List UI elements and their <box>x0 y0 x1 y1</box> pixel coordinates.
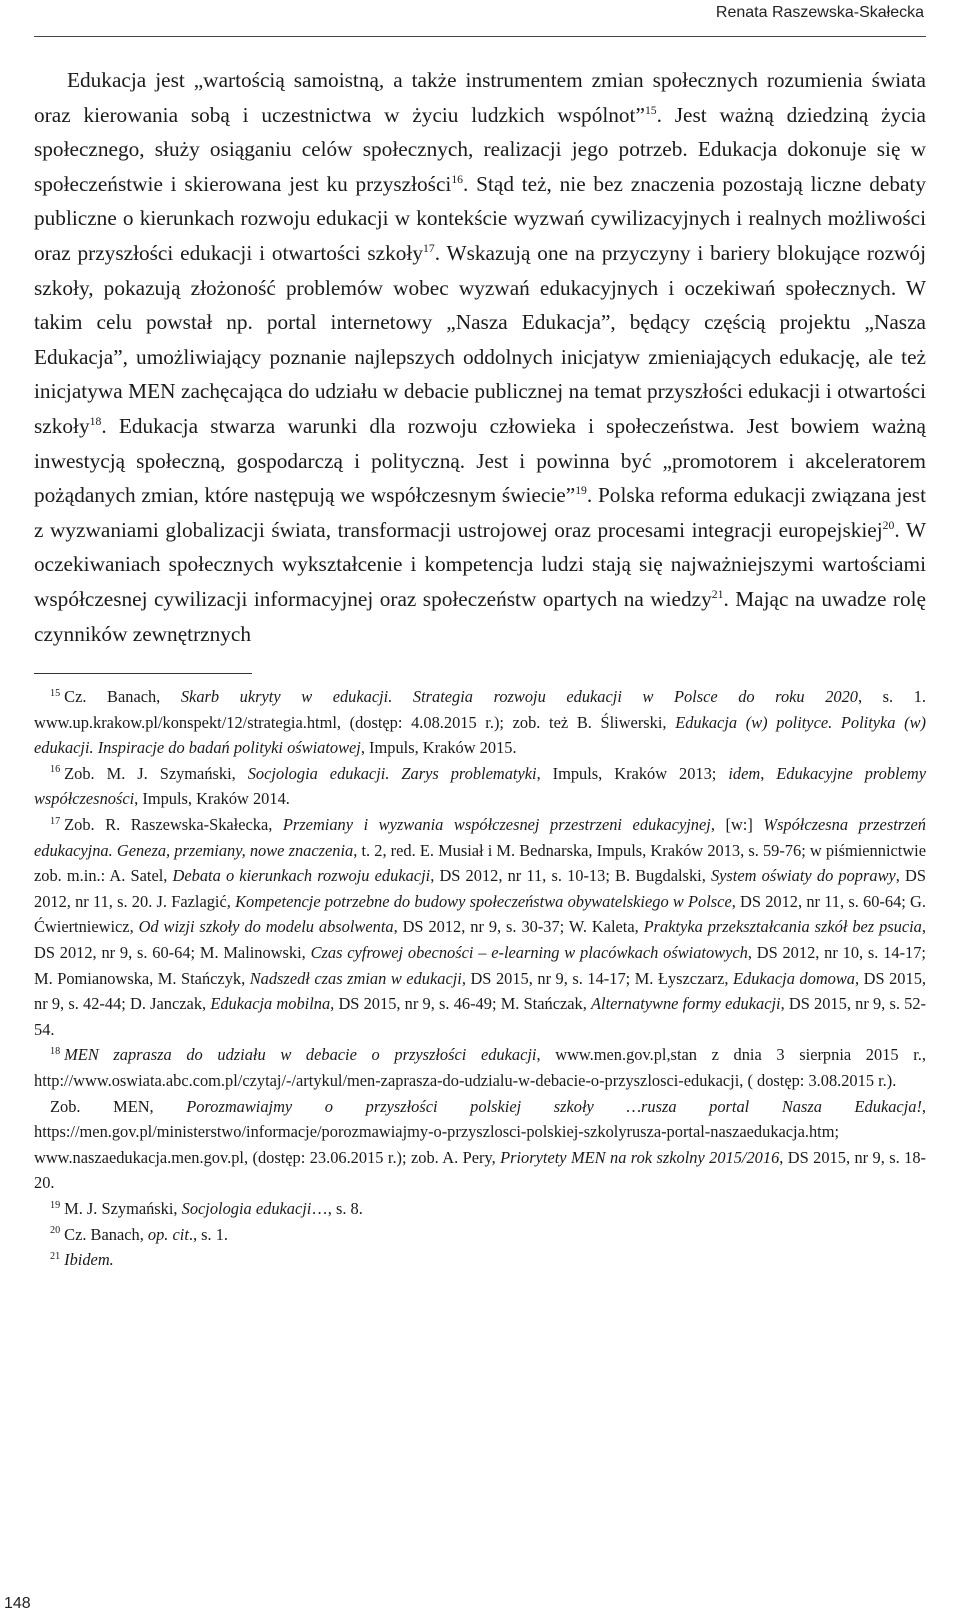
footnote-text: , [w:] <box>710 815 764 835</box>
body-text-run: . Mając na uwadze rolę czynników zewnętrznych <box>34 586 926 646</box>
footnote-ref[interactable]: 18 <box>89 414 102 428</box>
footnote-text: , Impuls, Kraków 2015. <box>360 738 517 758</box>
footnote-title: Edukacyjne problemy współczesności <box>34 763 926 809</box>
footnote-text: , <box>760 763 777 783</box>
footnote-text: , DS 2012, nr 9, s. 30-37; W. Kaleta, <box>393 917 644 937</box>
footnote-text: Cz. Banach, <box>64 1224 148 1244</box>
footnote-text: Zob. M. J. Szymański, <box>64 763 248 783</box>
body-text-run: . Polska reforma edukacji związana jest z wyzwaniami globalizacji świata, transformacji ustrojowej oraz procesami integracji europejskiej <box>34 483 926 542</box>
footnote-ref[interactable]: 20 <box>882 518 895 532</box>
footnote-text: , s. 1. www.up.krakow.pl/konspekt/12/strategia.html, (dostęp: 4.08.2015 r.); zob. też B. Śliwerski, <box>34 687 926 732</box>
footnote-19 <box>34 1196 926 1222</box>
footnote-text: , DS 2015, nr 9, s. 42-44; D. Janczak, <box>34 968 926 1014</box>
body-text-run: . W oczekiwaniach społecznych wykształcenie i kompetencja ludzi stają się najważniejszymi wartościami współczesnej cywilizacji informacyjnej oraz społeczeństw opartych na wiedzy <box>34 517 926 611</box>
header-author: Renata Raszewska-Skałecka <box>715 4 924 21</box>
footnote-title: Priorytety MEN na rok szkolny 2015/2016 <box>500 1147 780 1167</box>
footnote-text: , Impuls, Kraków 2014. <box>134 789 290 809</box>
footnote-number: 18 <box>50 1045 61 1057</box>
footnote-16 <box>34 761 926 812</box>
footnote-number: 15 <box>50 687 61 699</box>
footnote-text: , https://men.gov.pl/ministerstwo/informacje/porozmawiajmy-o-przyszlosci-polskiej-szkolyrusza-portal-naszaedukacja.htm; www.naszaedukacja.men.gov.pl, (dostęp: 23.06.2015 r.); zob. A. Pery, <box>34 1096 927 1167</box>
running-header <box>34 0 926 30</box>
footnote-title: Współczesna przestrzeń edukacyjna. Geneza, przemiany, nowe znaczenia <box>34 815 926 860</box>
footnote-title: Edukacja domowa <box>733 968 855 988</box>
footnote-text: , Impuls, Kraków 2013; <box>536 763 729 783</box>
footnote-title: Debata o kierunkach rozwoju edukacji <box>172 866 431 886</box>
footnote-20 <box>34 1222 926 1248</box>
page-number: 148 <box>4 1595 31 1612</box>
header-rule <box>34 36 926 37</box>
footnote-text: , DS 2015, nr 9, s. 14-17; M. Łyszczarz, <box>461 968 733 988</box>
footnote-title: MEN zaprasza do udziału w debacie o przyszłości edukacji <box>64 1045 537 1065</box>
footnote-title: Nadszedł czas zmian w edukacji <box>249 968 462 988</box>
footnote-text: Zob. R. Raszewska-Skałecka, <box>64 815 283 835</box>
footnote-title: Ibidem. <box>64 1250 114 1270</box>
footnote-title: idem <box>728 763 761 783</box>
footnote-text: , DS 2015, nr 9, s. 18-20. <box>34 1147 926 1193</box>
footnote-text: M. J. Szymański, <box>64 1198 182 1218</box>
footnote-title: Socjologia edukacji <box>181 1198 312 1218</box>
body-text-run: . Wskazują one na przyczyny i bariery blokujące rozwój szkoły, pokazują złożoność problemów wobec wyzwań edukacyjnych i oczekiwań społecznych. W takim celu powstał np. portal internetowy „Nasza Edukacja”, będący częścią projektu „Nasza Edukacja”, umożliwiający poznanie najlepszych oddolnych inicjatyw zmieniających edukację, ale też inicjatywa MEN zachęcająca do udziału w debacie publicznej na temat przyszłości edukacji i otwartości szkoły <box>34 240 926 438</box>
footnote-number: 20 <box>50 1225 61 1237</box>
footnote-title: Alternatywne formy edukacji <box>591 994 781 1014</box>
footnote-text: , DS 2012, nr 11, s. 10-13; B. Bugdalski, <box>430 866 711 886</box>
footnote-title: Czas cyfrowej obecności – e-learning w placówkach oświatowych <box>310 943 748 963</box>
body-text-run: Edukacja jest „wartością samoistną, a także instrumentem zmian społecznych rozumienia świata oraz kierowania sobą i uczestnictwa w życiu ludzkich wspólnot” <box>34 68 926 127</box>
footnote-title: Socjologia edukacji. Zarys problematyki <box>247 763 537 783</box>
footnote-text: , DS 2012, nr 11, s. 20. J. Fazlagić, <box>34 866 927 911</box>
footnote-18 <box>34 1042 926 1093</box>
footnote-ref[interactable]: 21 <box>711 587 724 601</box>
footnote-ref[interactable]: 19 <box>575 484 587 498</box>
footnote-title: Skarb ukryty w edukacji. Strategia rozwoju edukacji w Polsce do roku 2020 <box>180 687 858 707</box>
footnote-17 <box>34 812 926 1042</box>
footnote-ref[interactable]: 17 <box>423 241 435 255</box>
footnote-title: Praktyka przekształcania szkół bez psucia <box>643 917 922 937</box>
footnote-title: Porozmawiajmy o przyszłości polskiej szkoły …rusza portal Nasza Edukacja! <box>186 1096 922 1116</box>
footnote-separator <box>34 673 252 674</box>
footnote-text: …, s. 8. <box>311 1198 363 1218</box>
footnote-ref[interactable]: 15 <box>644 103 657 117</box>
footnote-text: , DS 2012, nr 11, s. 60-64; G. Ćwiertniewicz, <box>34 891 926 937</box>
footnote-number: 17 <box>50 815 61 827</box>
footnote-title: Od wizji szkoły do modelu absolwenta <box>138 917 394 937</box>
footnote-18-continued <box>34 1094 926 1196</box>
footnote-text: Zob. MEN, <box>50 1096 187 1116</box>
footnote-text: ., s. 1. <box>188 1224 229 1244</box>
body-text-run: . Stąd też, nie bez znaczenia pozostają liczne debaty publiczne o kierunkach rozwoju edukacji w kontekście wyzwań cywilizacyjnych i realnych możliwości oraz przyszłości edukacji i otwartości szkoły <box>34 171 926 265</box>
footnote-text: , t. 2, red. E. Musiał i M. Bednarska, Impuls, Kraków 2013, s. 59-76; w piśmiennictwie zob. m.in.: A. Satel, <box>34 840 926 886</box>
footnote-text: , DS 2012, nr 9, s. 60-64; M. Malinowski, <box>34 917 926 963</box>
footnote-number: 16 <box>50 764 61 776</box>
footnote-title: Przemiany i wyzwania współczesnej przestrzeni edukacyjnej <box>282 815 711 835</box>
main-paragraph <box>34 63 926 651</box>
footnote-text: , DS 2015, nr 9, s. 52-54. <box>34 994 926 1039</box>
footnote-21 <box>34 1247 926 1273</box>
footnote-title: System oświaty do poprawy <box>710 866 896 886</box>
footnote-ref[interactable]: 16 <box>451 172 464 186</box>
footnote-title: Edukacja (w) polityce. Polityka (w) edukacji. Inspiracje do badań polityki oświatowej <box>34 712 927 758</box>
footnote-15 <box>34 684 926 761</box>
footnote-text: Cz. Banach, <box>64 687 181 707</box>
footnote-text: , DS 2012, nr 10, s. 14-17; M. Pomianowska, M. Stańczyk, <box>34 943 926 988</box>
footnote-text: , www.men.gov.pl,stan z dnia 3 sierpnia 2015 r., http://www.oswiata.abc.com.pl/czytaj/-/artykul/men-zaprasza-do-udzialu-w-debacie-o-przyszlosci-edukacji, ( dostęp: 3.08.2015 r.). <box>34 1045 926 1090</box>
footnote-title: op. cit <box>147 1224 189 1244</box>
footnote-title: Edukacja mobilna, <box>210 994 335 1014</box>
footnotes <box>34 684 926 1273</box>
footnote-text: DS 2015, nr 9, s. 46-49; M. Stańczak, <box>334 994 592 1014</box>
footnote-number: 21 <box>50 1250 61 1262</box>
body-text-run: . Jest ważną dziedziną życia społecznego, służy osiąganiu celów społecznych, realizacji jego potrzeb. Edukacja dokonuje się w społeczeństwie i skierowana jest ku przyszłości <box>34 102 926 196</box>
footnote-title: Kompetencje potrzebne do budowy społeczeństwa obywatelskiego w Polsce <box>235 891 732 911</box>
body-text-run: . Edukacja stwarza warunki dla rozwoju człowieka i społeczeństwa. Jest bowiem ważną inwestycją społeczną, gospodarczą i polityczną. Jest i powinna być „promotorem i akceleratorem pożądanych zmian, które następują we współczesnym świecie” <box>34 413 926 508</box>
footnote-number: 19 <box>50 1199 61 1211</box>
